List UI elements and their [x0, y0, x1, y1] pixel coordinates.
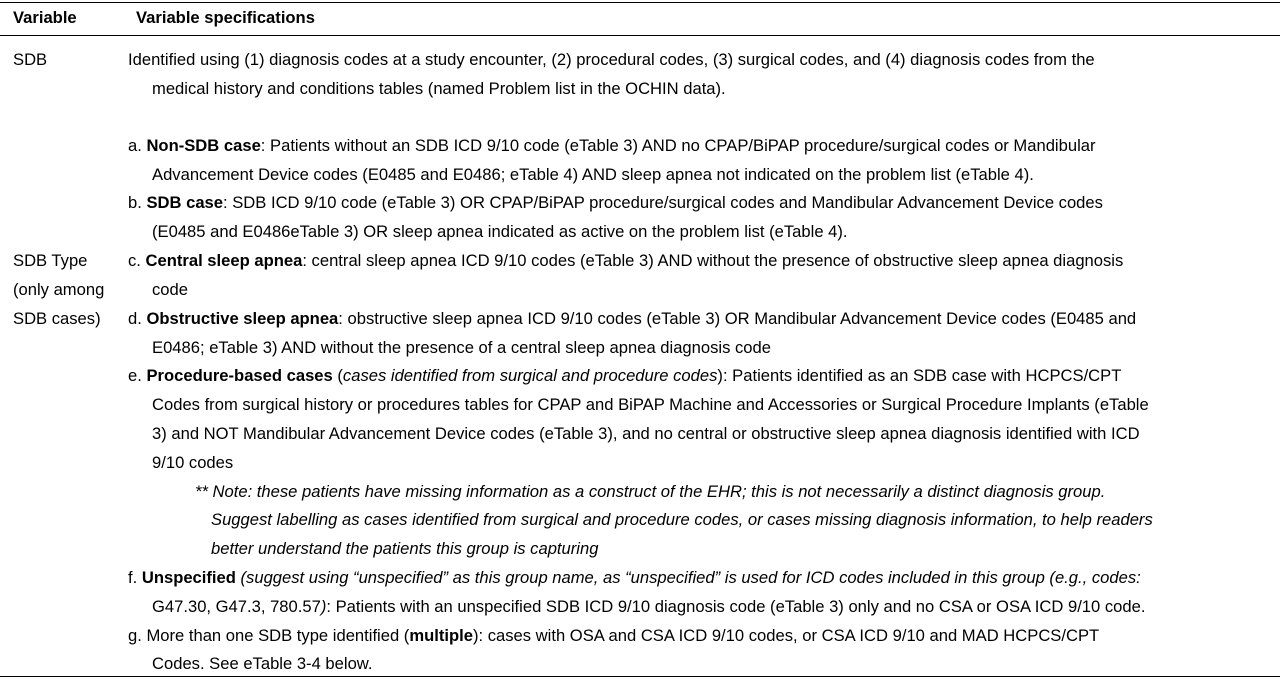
item-e-prefix: e.	[128, 366, 147, 385]
item-d-term: Obstructive sleep apnea	[146, 309, 339, 328]
item-a-term: Non-SDB case	[146, 136, 261, 155]
item-g-line2: Codes. See eTable 3-4 below.	[152, 654, 373, 673]
item-e-text: ): Patients identified as an SDB case with HCPCS/CPT	[717, 366, 1122, 385]
item-d-line1	[128, 304, 1136, 333]
item-c-prefix: c.	[128, 251, 146, 270]
item-f-line2	[152, 592, 1145, 621]
row-label-sdb-type-1: SDB Type	[13, 251, 88, 270]
sdb-intro-line2: medical history and conditions tables (named Problem list in the OCHIN data).	[152, 79, 726, 98]
item-c-text: : central sleep apnea ICD 9/10 codes (eTable 3) AND without the presence of obstructive sleep apnea diagnosis	[302, 251, 1124, 270]
item-f-italic: (suggest using “unspecified” as this group name, as “unspecified” is used for ICD codes included in this group (e.g., codes:	[235, 568, 1141, 587]
header-bottom-rule	[0, 35, 1280, 36]
item-e-note-line3: better understand the patients this group is capturing	[211, 539, 599, 558]
item-e-italic: cases identified from surgical and procedure codes	[342, 366, 718, 385]
item-g-term: multiple	[409, 626, 473, 645]
item-a-prefix: a.	[128, 136, 147, 155]
item-e-note-line1: ** Note: these patients have missing information as a construct of the EHR; this is not necessarily a distinct diagnosis group.	[195, 482, 1106, 501]
item-c-line2: code	[152, 280, 188, 299]
item-d-line2: E0486; eTable 3) AND without the presence of a central sleep apnea diagnosis code	[152, 338, 771, 357]
item-c-term: Central sleep apnea	[145, 251, 303, 270]
item-e-paren: (	[332, 366, 343, 385]
item-e-line1	[128, 361, 1121, 390]
row-label-sdb: SDB	[13, 50, 48, 69]
item-f-close: )	[320, 597, 327, 616]
item-a-line1	[128, 131, 1096, 160]
item-g-prefix: g. More than one SDB type identified (	[128, 626, 410, 645]
item-e-line4: 9/10 codes	[152, 453, 234, 472]
item-b-text: : SDB ICD 9/10 code (eTable 3) OR CPAP/BiPAP procedure/surgical codes and Mandibular Advancement Device codes	[223, 193, 1103, 212]
item-a-text: : Patients without an SDB ICD 9/10 code (eTable 3) AND no CPAP/BiPAP procedure/surgical codes or Mandibular	[260, 136, 1096, 155]
item-d-text: : obstructive sleep apnea ICD 9/10 codes (eTable 3) OR Mandibular Advancement Device codes (E0485 and	[338, 309, 1137, 328]
item-f-text: : Patients with an unspecified SDB ICD 9/10 diagnosis code (eTable 3) only and no CSA or OSA ICD 9/10 code.	[326, 597, 1146, 616]
item-b-line2: (E0485 and E0486eTable 3) OR sleep apnea indicated as active on the problem list (eTable 4).	[152, 222, 848, 241]
item-e-line2: Codes from surgical history or procedures tables for CPAP and BiPAP Machine and Accessories or Surgical Procedure Implants (eTable	[152, 395, 1149, 414]
item-b-prefix: b.	[128, 193, 147, 212]
item-b-term: SDB case	[146, 193, 224, 212]
item-e-term: Procedure-based cases	[146, 366, 333, 385]
sdb-intro-line1: Identified using (1) diagnosis codes at a study encounter, (2) procedural codes, (3) surgical codes, and (4) diagnosis codes from the	[128, 50, 1095, 69]
item-b-line1	[128, 188, 1103, 217]
item-d-prefix: d.	[128, 309, 147, 328]
item-f-line1	[128, 563, 1141, 592]
row-label-sdb-type-3: SDB cases)	[13, 309, 101, 328]
item-a-line2: Advancement Device codes (E0485 and E0486; eTable 4) AND sleep apnea not indicated on the problem list (eTable 4).	[152, 165, 1034, 184]
row-label-sdb-type-2: (only among	[13, 280, 105, 299]
item-g-text: ): cases with OSA and CSA ICD 9/10 codes, or CSA ICD 9/10 and MAD HCPCS/CPT	[472, 626, 1100, 645]
item-f-prefix: f.	[128, 568, 142, 587]
item-f-term: Unspecified	[141, 568, 236, 587]
header-variable-specifications: Variable specifications	[136, 8, 315, 27]
header-variable: Variable	[13, 8, 77, 27]
item-g-line1	[128, 621, 1099, 650]
item-e-note-line2: Suggest labelling as cases identified from surgical and procedure codes, or cases missing diagnosis information, to help readers	[211, 510, 1153, 529]
item-f-codes: G47.30, G47.3, 780.57	[152, 597, 321, 616]
item-c-line1	[128, 246, 1123, 275]
item-e-line3: 3) and NOT Mandibular Advancement Device codes (eTable 3), and no central or obstructive sleep apnea diagnosis identified with ICD	[152, 424, 1140, 443]
